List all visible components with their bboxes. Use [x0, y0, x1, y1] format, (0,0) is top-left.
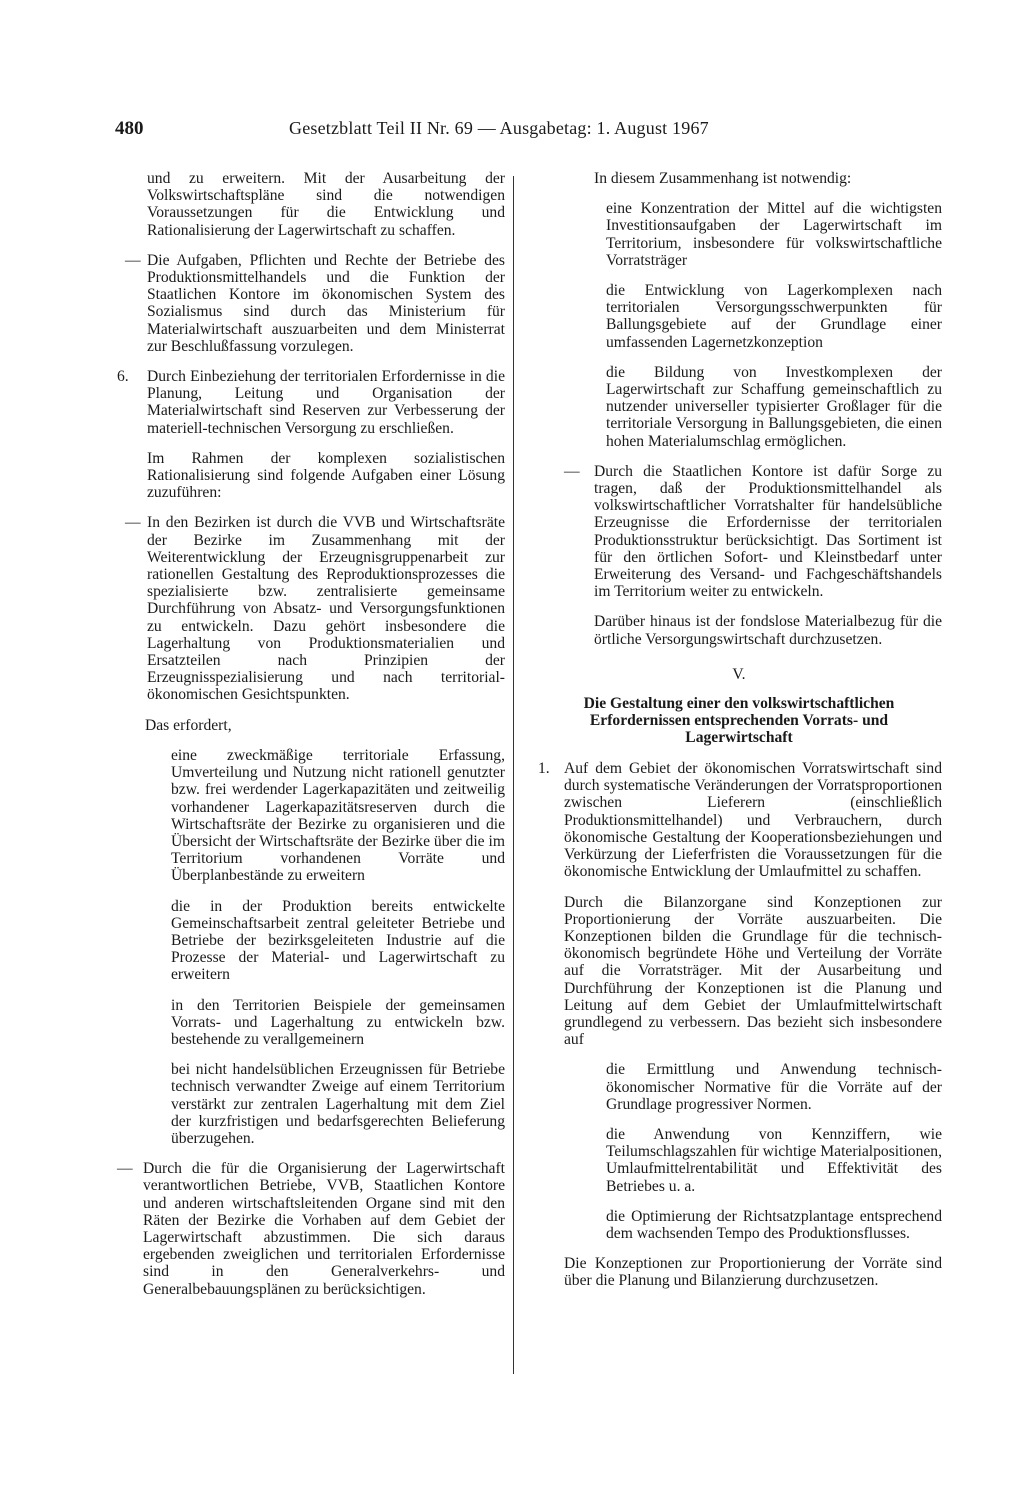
left-paragraph-8: in den Territorien Beispiele der gemeinsamen Vorrats- und Lagerhaltung zu entwickeln bzw. bestehende zu verallgemeinern — [171, 996, 505, 1048]
left-paragraph-2: Die Aufgaben, Pflichten und Rechte der Betriebe des Produktionsmittelhandels und die Funktion der Staatlichen Kontore im ökonomischen System des Sozialismus sind durch das Ministerium für Materialwirtschaft auszuarbeiten und dem Ministerrat zur Beschlußfassung vorzulegen. — [147, 251, 505, 355]
right-paragraph-3: die Entwicklung von Lagerkomplexen nach territorialen Versorgungsschwerpunkten für Ballungsgebiete auf der Grundlage einer umfassenden Lagernetzkonzeption — [606, 282, 942, 351]
dash-marker: — — [125, 514, 141, 532]
left-paragraph-4: In den Bezirken ist durch die VVB und Wirtschaftsräte der Bezirke im Zusammenhang mit der Weiterentwicklung der Erzeugnisgruppenarbeit zur rationellen Gestaltung des Reproduktionsprozesses die spezialisierte bzw. zentralisierte gemeinsame Durchführung von Absatz- und Versorgungsfunktionen zu entwickeln. Dazu gehört insbesondere die Lagerhaltung von Produktionsmaterialien und Ersatzteilen nach Prinzipien der Erzeugnisspezialisierung und nach territorial-ökonomischen Gesichtspunkten. — [147, 514, 505, 704]
left-paragraph-3: Im Rahmen der komplexen sozialistischen Rationalisierung sind folgende Aufgaben einer Lösung zuzuführen: — [147, 449, 505, 502]
right-paragraph-8: die Ermittlung und Anwendung technisch-ökonomischer Normative für die Vorräte auf der Grundlage progressiver Normen. — [606, 1061, 942, 1113]
dash-marker: — — [564, 462, 580, 480]
right-paragraph-5: Durch die Staatlichen Kontore ist dafür Sorge zu tragen, daß der Produktionsmittelhandel als volkswirtschaftlicher Vorratshalter für handelsübliche Erzeugnisse die Erfordernisse der territorialen Produktionsstruktur berücksichtigt. Das Sortiment ist für den örtlichen Sofort- und Kleinstbedarf unter Erweiterung des Versand- und Fachgeschäftshandels im Territorium weiter zu entwickeln. — [594, 462, 942, 601]
section-number: V. — [732, 665, 746, 683]
left-column — [115, 170, 505, 1311]
left-paragraph-5: Das erfordert, — [145, 716, 232, 734]
left-paragraph-1: und zu erweitern. Mit der Ausarbeitung der Volkswirtschaftspläne sind die notwendigen Voraussetzungen für die Entwicklung und Rationalisierung der Lagerwirtschaft zu schaffen. — [147, 170, 505, 239]
left-paragraph-7: die in der Produktion bereits entwickelte Gemeinschaftsarbeit zentral geleiteter Betriebe und Betriebe der bezirksgeleiteten Industrie auf die Prozesse der Material- und Lagerwirtschaft zu erweitern — [171, 897, 505, 984]
right-paragraph-11: Die Konzeptionen zur Proportionierung der Vorräte sind über die Planung und Bilanzierung durchzusetzen. — [564, 1255, 942, 1290]
page-number: 480 — [115, 118, 144, 139]
left-paragraph-10: Durch die für die Organisierung der Lagerwirtschaft verantwortlichen Betriebe, VVB, Staatlichen Kontore und anderen wirtschaftsleitenden Organe sind mit den Räten der Bezirke die Vorhaben auf dem Gebiet der Lagerwirtschaft abzustimmen. Die sich daraus ergebenden zweiglichen und territorialen Erfordernisse sind in den Generalverkehrs- und Generalbebauungsplänen zu berücksichtigen. — [143, 1160, 505, 1298]
left-paragraph-6: eine zweckmäßige territoriale Erfassung, Umverteilung und Nutzung nicht rationell genutzter bzw. frei werdender Lagerkapazitäten und zeitweilig vorhandener Lagerkapazitätsreserven durch die Wirtschaftsräte der Bezirke zu organisieren und die Übersicht der Wirtschaftsräte der Bezirke über die im Territorium vorhandenen Vorräte und Überplanbestände zu erweitern — [171, 746, 505, 885]
right-paragraph-1: In diesem Zusammenhang ist notwendig: — [594, 170, 852, 187]
right-dash-item-1 — [536, 463, 942, 601]
item-6-text: Durch Einbeziehung der territorialen Erfordernisse in die Planung, Leitung und Organisation der Materialwirtschaft sind Reserven zur Verbesserung der materiell-technischen Versorgung zu erschließen. — [147, 368, 505, 437]
left-dash-item-3 — [115, 1160, 505, 1298]
page-header: Gesetzblatt Teil II Nr. 69 — Ausgabetag: 1. August 1967 — [289, 118, 709, 138]
left-dash-item-2 — [115, 514, 505, 703]
right-numbered-item-1 — [536, 760, 942, 880]
item-number-1: 1. — [538, 760, 550, 778]
right-paragraph-4: die Bildung von Investkomplexen der Lagerwirtschaft zur Schaffung gemeinschaftlich zu nutzender universeller typisierter Großlager für die territoriale Versorgung in Ballungsgebieten, die einen hohen Materialumschlag ermöglichen. — [606, 363, 942, 450]
dash-marker: — — [117, 1160, 133, 1178]
right-paragraph-9: die Anwendung von Kennziffern, wie Teilumschlagszahlen für wichtige Materialpositionen, Umlaufmittelrentabilität und Effektivität des Betriebes u. a. — [606, 1125, 942, 1195]
section-title-line-2: Erfordernissen entsprechenden Vorrats- und — [589, 712, 889, 730]
right-column — [536, 170, 942, 1303]
item-number-6: 6. — [117, 368, 129, 386]
right-paragraph-6: Darüber hinaus ist der fondslose Materialbezug für die örtliche Versorgungswirtschaft durchzusetzen. — [594, 613, 942, 648]
right-paragraph-7: Durch die Bilanzorgane sind Konzeptionen zur Proportionierung der Vorräte auszuarbeiten. Die Konzeptionen bilden die Grundlage für die technisch-ökonomisch begründete Höhe und Verteilung der Vorräte auf die Vorratsträger. Mit der Ausarbeitung und Durchführung der Konzeptionen ist die Planung und Leitung auf dem Gebiet der Umlaufmittelwirtschaft grundlegend zu verbessern. Das bezieht sich insbesondere auf — [564, 893, 942, 1049]
section-title-line-1: Die Gestaltung einer den volkswirtschaftlichen — [583, 695, 895, 713]
right-paragraph-10: die Optimierung der Richtsatzplantage entsprechend dem wachsenden Tempo des Produktionsflusses. — [606, 1207, 942, 1242]
left-numbered-item-6 — [115, 368, 505, 437]
dash-marker: — — [125, 251, 141, 269]
section-title — [536, 695, 942, 746]
item-1-text: Auf dem Gebiet der ökonomischen Vorratswirtschaft sind durch systematische Veränderungen der Vorratsproportionen zwischen Lieferern (einschließlich Produktionsmittelhandel) und Verbrauchern, durch ökonomische Gestaltung der Kooperationsbeziehungen und Verkürzung der Lieferfristen die Voraussetzungen für die ökonomische Entwicklung der Umlaufmittel zu schaffen. — [564, 760, 942, 881]
left-paragraph-9: bei nicht handelsüblichen Erzeugnissen für Betriebe technisch verwandter Zweige auf einem Territorium verstärkt zur zentralen Lagerhaltung mit dem Ziel der kurzfristigen und bedarfsgerechten Belieferung überzugehen. — [171, 1061, 505, 1147]
right-paragraph-2: eine Konzentration der Mittel auf die wichtigsten Investitionsaufgaben der Lagerwirtschaft im Territorium, insbesondere für volkswirtschaftliche Vorratsträger — [606, 200, 942, 269]
left-dash-item-1 — [115, 252, 505, 355]
column-divider — [513, 176, 514, 1374]
section-title-line-3: Lagerwirtschaft — [685, 729, 793, 747]
